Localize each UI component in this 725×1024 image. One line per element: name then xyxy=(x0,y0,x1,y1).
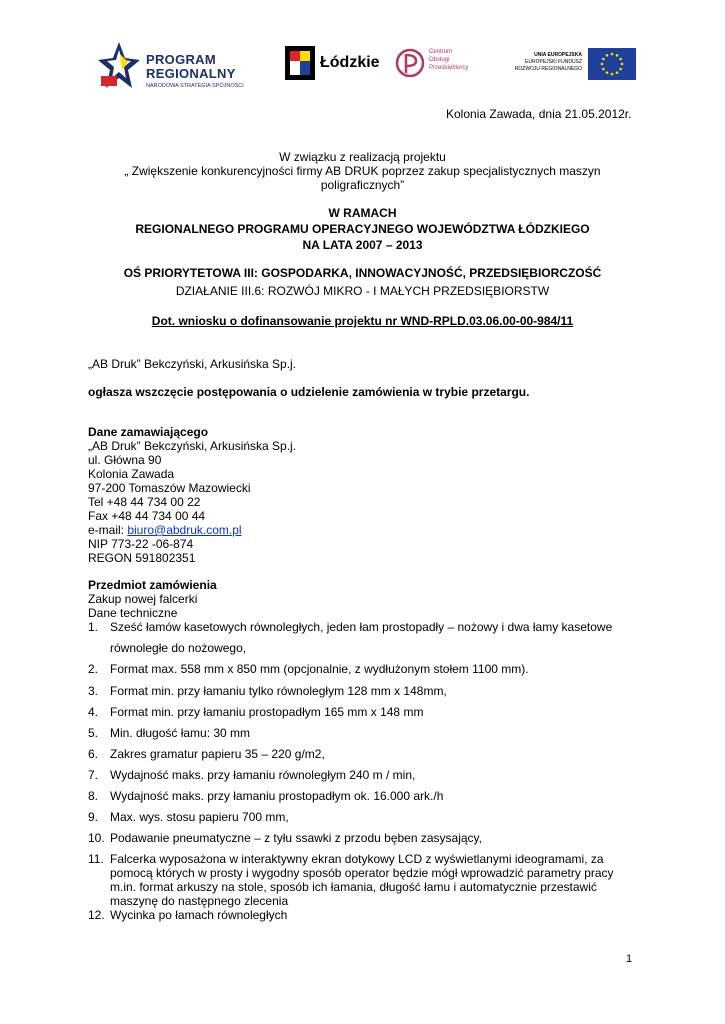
zamawiajacy-email-row xyxy=(88,523,242,537)
list-item-number: 12. xyxy=(88,908,105,922)
program-logo-line3: NARODOWA STRATEGIA SPÓJNOŚCI xyxy=(146,83,244,89)
list-item-text: Format max. 558 mm x 850 mm (opcjonalnie, z wydłużonym stołem 1100 mm). xyxy=(110,662,529,676)
list-item-text: Sześć łamów kasetowych równoległych, jeden łam prostopadły – nożowy i dwa łamy kasetowe xyxy=(110,620,613,634)
os-priorytetowa: OŚ PRIORYTETOWA III: GOSPODARKA, INNOWACYJNOŚĆ, PRZEDSIĘBIORCZOŚĆ xyxy=(123,266,602,280)
list-item-text: Podawanie pneumatyczne – z tyłu ssawki z przodu bęben zasysający, xyxy=(110,831,482,845)
zamawiajacy-town: Kolonia Zawada xyxy=(88,467,175,481)
intro-line2: „ Zwiększenie konkurencyjności firmy AB DRUK poprzez zakup specjalistycznych maszyn xyxy=(124,164,601,178)
eu-flag-icon xyxy=(588,48,636,80)
dzialanie: DZIAŁANIE III.6: ROZWÓJ MIKRO - I MAŁYCH PRZEDSIĘBIORSTW xyxy=(175,284,550,298)
ramach-line1: W RAMACH xyxy=(328,206,397,220)
intro-line1: W związku z realizacją projektu xyxy=(279,150,446,164)
eu-logo-text xyxy=(512,52,582,73)
eu-star-icon xyxy=(606,54,609,57)
list-item-number: 11. xyxy=(88,852,104,866)
list-item-text: Max. wys. stosu papieru 700 mm, xyxy=(110,810,289,824)
eu-star-icon xyxy=(602,58,605,61)
zamawiajacy-postal: 97-200 Tomaszów Mazowiecki xyxy=(88,481,251,495)
list-item-number: 6. xyxy=(88,747,99,761)
ramach-line3: NA LATA 2007 – 2013 xyxy=(302,238,423,252)
list-item-number: 9. xyxy=(88,810,99,824)
place-date: Kolonia Zawada, dnia 21.05.2012r. xyxy=(446,107,632,121)
list-item-text: pomocą których w prosty i wygodny sposób operator będzie mógł wprowadzić parametry pracy xyxy=(110,866,614,880)
logo-banner xyxy=(88,30,635,100)
przedmiot-line2: Dane techniczne xyxy=(88,606,178,620)
list-item-number: 8. xyxy=(88,789,99,803)
zamawiajacy-heading: Dane zamawiającego xyxy=(88,425,209,439)
list-item-text: Format min. przy łamaniu tylko równoległym 128 mm x 148mm, xyxy=(110,684,447,698)
list-item-number: 4. xyxy=(88,705,99,719)
przedmiot-heading: Przedmiot zamówienia xyxy=(88,578,217,592)
zamawiajacy-street: ul. Główna 90 xyxy=(88,453,162,467)
program-regionalny-logo xyxy=(98,38,268,93)
zamawiajacy-regon: REGON 591802351 xyxy=(88,551,196,565)
eu-line1: UNIA EUROPEJSKA xyxy=(534,52,582,58)
list-item-number: 5. xyxy=(88,726,99,740)
list-item-text: Min. długość łamu: 30 mm xyxy=(110,726,251,740)
eu-line3: ROZWOJU REGIONALNEGO xyxy=(514,66,582,72)
page-number: 1 xyxy=(626,953,633,965)
eu-star-icon xyxy=(616,54,619,57)
list-item-text: Format min. przy łamaniu prostopadłym 165 mm x 148 mm xyxy=(110,705,424,719)
lodzkie-mark-icon xyxy=(285,46,315,80)
lodzkie-logo xyxy=(285,46,385,80)
list-item-number: 1. xyxy=(88,620,99,634)
cop-line2: Obsługi xyxy=(429,57,450,63)
cop-logo-text xyxy=(429,48,483,72)
list-item-number: 3. xyxy=(88,684,99,698)
cop-mark-icon xyxy=(395,46,425,80)
list-item-text: równoległe do nożowego, xyxy=(110,641,247,655)
eu-star-icon xyxy=(611,73,614,76)
eu-star-icon xyxy=(619,58,622,61)
eu-star-icon xyxy=(619,68,622,71)
list-item-number: 7. xyxy=(88,768,99,782)
list-item-text: Falcerka wyposażona w interaktywny ekran dotykowy LCD z wyświetlanymi ideogramami, za xyxy=(110,852,604,866)
intro-line3: poligraficznych” xyxy=(320,178,405,192)
announcement: ogłasza wszczęcie postępowania o udzielenie zamówienia w trybie przetargu. xyxy=(88,385,530,399)
ramach-line2: REGIONALNEGO PROGRAMU OPERACYJNEGO WOJEWÓDZTWA ŁÓDZKIEGO xyxy=(135,222,590,236)
program-logo-line1: PROGRAM xyxy=(146,52,216,67)
cop-line1: Centrum xyxy=(429,49,453,55)
list-item-number: 2. xyxy=(88,662,99,676)
list-item-text: Wydajność maks. przy łamaniu prostopadłym ok. 16.000 ark./h xyxy=(110,789,444,803)
list-item-text: m.in. format arkuszy na stole, sposób ich łamania, długość łamu i automatycznie przestawić xyxy=(110,880,597,894)
zamawiajacy-tel: Tel +48 44 734 00 22 xyxy=(88,495,201,509)
eu-star-icon xyxy=(621,63,624,66)
list-item-text: maszynę do następnego zlecenia xyxy=(110,894,289,908)
company-line: „AB Druk” Bekczyński, Arkusińska Sp.j. xyxy=(88,357,297,371)
program-logo-line2: REGIONALNY xyxy=(146,66,236,81)
eu-star-icon xyxy=(601,63,604,66)
zamawiajacy-nip: NIP 773-22 -06-874 xyxy=(88,537,194,551)
program-star-icon xyxy=(98,40,140,90)
list-item-text: Wydajność maks. przy łamaniu równoległym 240 m / min, xyxy=(110,768,416,782)
list-item-text: Zakres gramatur papieru 35 – 220 g/m2, xyxy=(110,747,325,761)
eu-logo xyxy=(512,46,628,82)
email-label: e-mail: xyxy=(88,523,128,537)
zamawiajacy-fax: Fax +48 44 734 00 44 xyxy=(88,509,206,523)
wniosek-reference: Dot. wniosku o dofinansowanie projektu nr WND-RPLD.03.06.00-00-984/11 xyxy=(151,314,574,328)
list-item-text: Wycinka po łamach równoległych xyxy=(110,908,288,922)
zamawiajacy-name: „AB Druk” Bekczyński, Arkusińska Sp.j. xyxy=(88,439,297,453)
lodzkie-logo-text: Łódzkie xyxy=(320,54,380,71)
eu-star-icon xyxy=(616,71,619,74)
przedmiot-line1: Zakup nowej falcerki xyxy=(88,592,198,606)
eu-star-icon xyxy=(602,68,605,71)
email-link[interactable]: biuro@abdruk.com.pl xyxy=(127,523,242,537)
eu-line2: EUROPEJSKI FUNDUSZ xyxy=(525,59,582,65)
list-item-number: 10. xyxy=(88,831,105,845)
eu-star-icon xyxy=(611,53,614,56)
centrum-obslugi-logo xyxy=(395,46,485,80)
cop-line3: Przedsiębiorcy xyxy=(429,65,469,71)
eu-star-icon xyxy=(606,71,609,74)
